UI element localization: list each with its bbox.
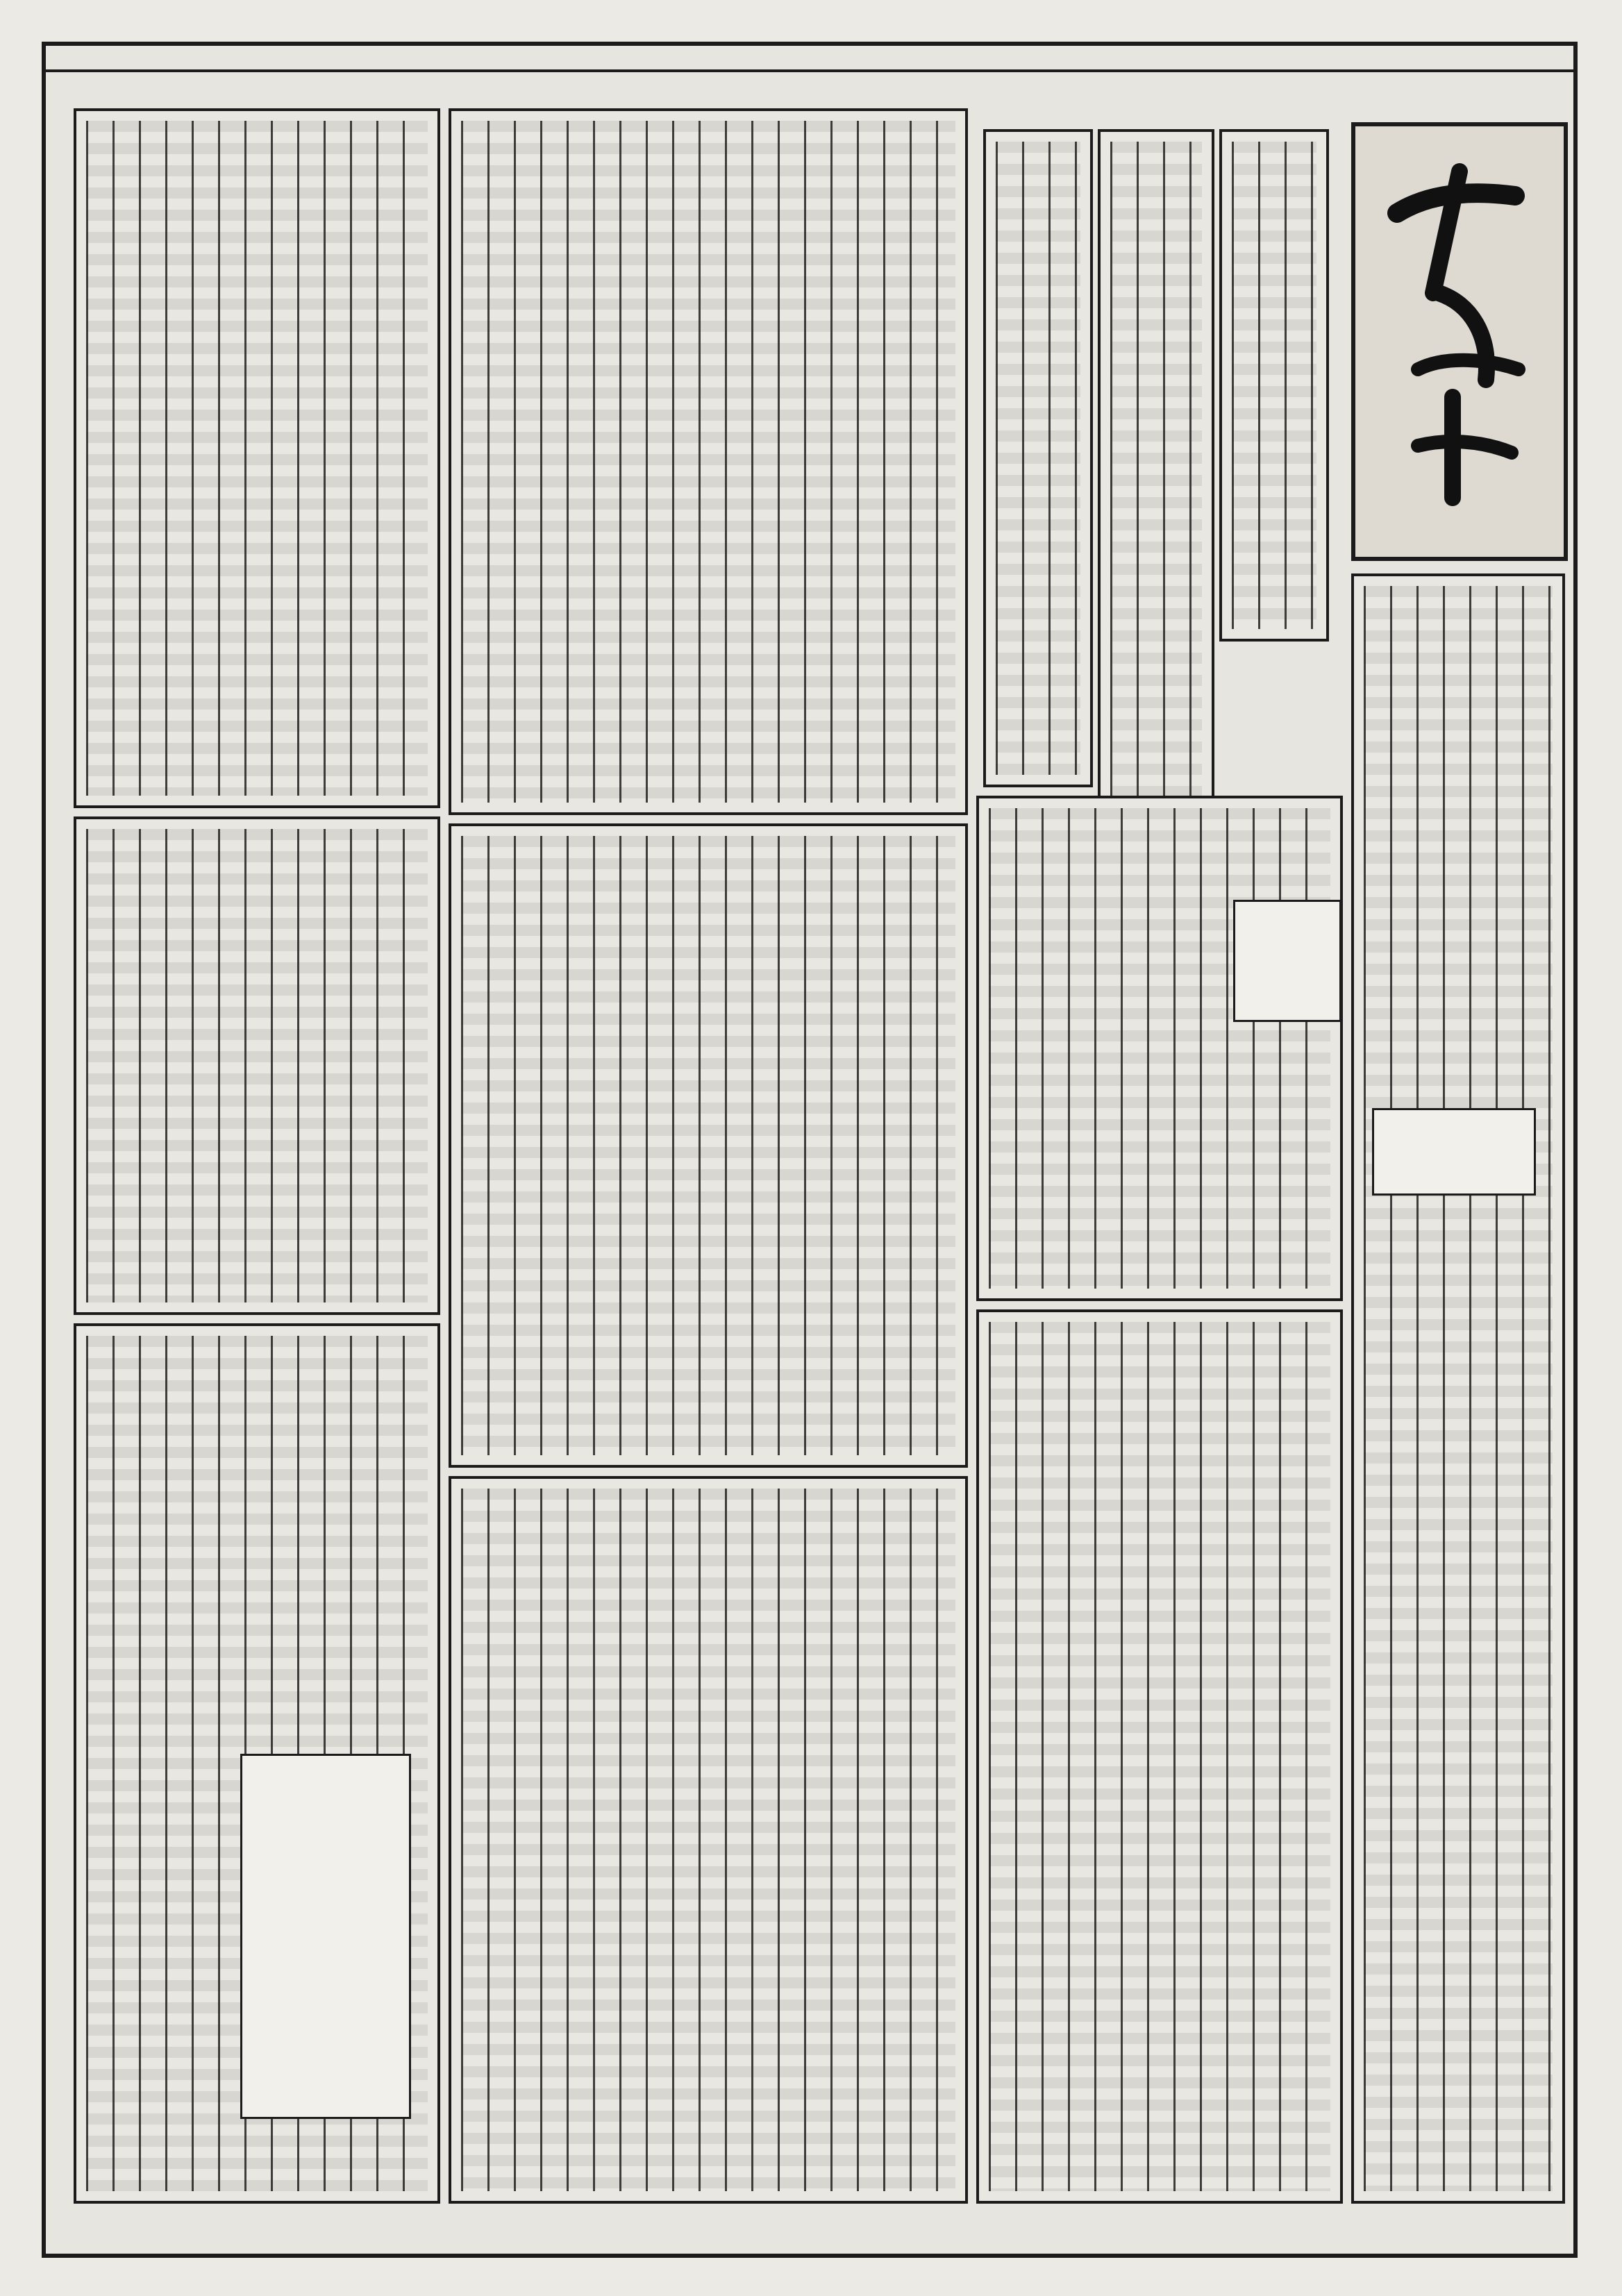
far-right-column (1351, 573, 1565, 2204)
ad-box (240, 1754, 411, 2119)
middle-lower-block (449, 823, 968, 1468)
right-lower-columns (976, 1309, 1343, 2204)
masthead-box (1351, 122, 1568, 561)
editorial-box (1372, 1108, 1536, 1196)
headline-east-southeast (1219, 129, 1329, 642)
notice-box (1233, 900, 1341, 1022)
logo-brush-mark (1369, 147, 1550, 536)
masthead-rule (46, 46, 1573, 72)
headline-right-subtitle (983, 129, 1093, 787)
newspaper-page (42, 42, 1578, 2258)
right-upper-columns (976, 796, 1343, 1301)
newspaper-logo (1364, 139, 1555, 544)
middle-upper-block (449, 108, 968, 815)
left-column-top (74, 108, 440, 808)
left-column-middle (74, 816, 440, 1315)
middle-bottom-block (449, 1476, 968, 2204)
